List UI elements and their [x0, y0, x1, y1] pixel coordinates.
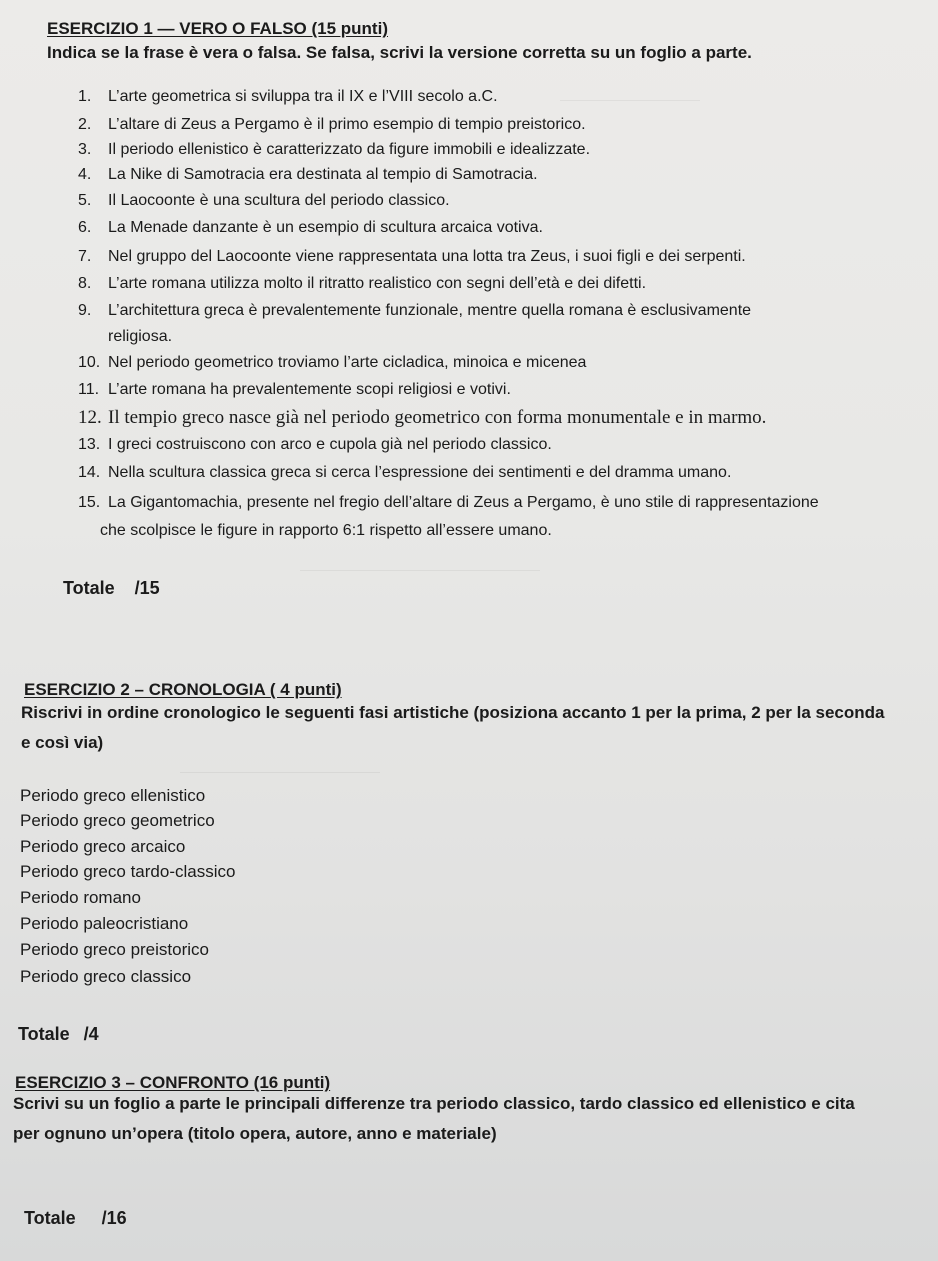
question-number: 3. — [78, 141, 92, 158]
question-item — [78, 116, 586, 134]
question-item — [78, 88, 498, 106]
total-score: /15 — [134, 578, 160, 598]
exercise-1-total — [63, 578, 160, 599]
exercise-1-title: ESERCIZIO 1 — VERO O FALSO (15 punti) — [47, 19, 388, 38]
question-text: L’arte romana utilizza molto il ritratto realistico con segni dell’età e dei difetti. — [108, 275, 647, 292]
question-text: I greci costruiscono con arco e cupola già nel periodo classico. — [108, 436, 552, 453]
period-item: Periodo greco ellenistico — [20, 786, 206, 805]
total-label: Totale — [18, 1024, 70, 1044]
question-number: 15. — [78, 494, 101, 511]
period-item: Periodo greco classico — [20, 967, 192, 986]
question-item — [78, 381, 511, 399]
question-text: Nel periodo geometrico troviamo l’arte cicladica, minoica e micenea — [108, 354, 587, 371]
question-number: 8. — [78, 275, 92, 292]
period-item: Periodo greco tardo-classico — [20, 862, 236, 881]
question-item — [78, 166, 538, 184]
exercise-3-title: ESERCIZIO 3 – CONFRONTO (16 punti) — [15, 1073, 331, 1092]
question-number: 7. — [78, 248, 92, 265]
question-text: La Nike di Samotracia era destinata al tempio di Samotracia. — [108, 166, 538, 183]
question-item — [78, 436, 552, 454]
period-item: Periodo paleocristiano — [20, 914, 189, 933]
total-score: /16 — [101, 1208, 127, 1228]
question-number: 5. — [78, 192, 92, 209]
question-item — [78, 354, 586, 372]
exercise-3-total — [24, 1208, 127, 1229]
question-text: L’altare di Zeus a Pergamo è il primo esempio di tempio preistorico. — [108, 116, 586, 133]
question-text: L’architettura greca è prevalentemente funzionale, mentre quella romana è esclusivamente — [108, 302, 752, 319]
question-text: La Menade danzante è un esempio di scultura arcaica votiva. — [108, 219, 543, 236]
exercise-2-instruction: Riscrivi in ordine cronologico le seguenti fasi artistiche (posiziona accanto 1 per la prima, 2 per la seconda — [21, 703, 885, 722]
question-item — [78, 141, 590, 159]
question-text: Il periodo ellenistico è caratterizzato da figure immobili e idealizzate. — [108, 141, 591, 158]
exercise-3-instruction-cont: per ognuno un’opera (titolo opera, autore, anno e materiale) — [13, 1124, 497, 1143]
question-number: 1. — [78, 88, 92, 105]
total-label: Totale — [24, 1208, 76, 1228]
question-item — [78, 248, 746, 266]
question-number: 13. — [78, 436, 101, 453]
total-score: /4 — [83, 1024, 99, 1044]
question-number: 14. — [78, 464, 101, 481]
period-item: Periodo romano — [20, 888, 141, 907]
question-text: Nel gruppo del Laocoonte viene rappresentata una lotta tra Zeus, i suoi figli e dei serpenti. — [108, 248, 746, 265]
period-item: Periodo greco preistorico — [20, 940, 209, 959]
question-number: 6. — [78, 219, 92, 236]
show-through-line — [560, 100, 700, 101]
question-number: 10. — [78, 354, 101, 371]
exercise-2-total — [18, 1024, 99, 1045]
question-number: 11. — [78, 381, 100, 398]
question-item — [78, 407, 766, 429]
question-continuation: religiosa. — [108, 328, 173, 345]
exercise-2-instruction-cont: e così via) — [21, 733, 104, 752]
question-text: Il tempio greco nasce già nel periodo geometrico con forma monumentale e in marmo. — [108, 407, 767, 428]
exercise-1-instruction: Indica se la frase è vera o falsa. Se falsa, scrivi la versione corretta su un foglio a parte. — [47, 43, 752, 62]
question-item — [78, 192, 450, 210]
question-item — [78, 219, 543, 237]
question-number: 9. — [78, 302, 92, 319]
question-text: L’arte romana ha prevalentemente scopi religiosi e votivi. — [108, 381, 511, 398]
question-item — [78, 464, 731, 482]
question-item — [78, 494, 819, 512]
question-text: Il Laocoonte è una scultura del periodo classico. — [108, 192, 450, 209]
exercise-2-title: ESERCIZIO 2 – CRONOLOGIA ( 4 punti) — [24, 680, 342, 699]
question-number: 4. — [78, 166, 92, 183]
question-number: 2. — [78, 116, 92, 133]
show-through-line — [300, 570, 540, 571]
question-number: 12. — [78, 407, 102, 428]
exercise-3-instruction: Scrivi su un foglio a parte le principali differenze tra periodo classico, tardo classico ed ellenistico e cita — [13, 1094, 855, 1113]
question-text: Nella scultura classica greca si cerca l’espressione dei sentimenti e del dramma umano. — [108, 464, 732, 481]
total-label: Totale — [63, 578, 115, 598]
question-text: L’arte geometrica si sviluppa tra il IX e l’VIII secolo a.C. — [108, 88, 498, 105]
period-item: Periodo greco arcaico — [20, 837, 186, 856]
question-text: La Gigantomachia, presente nel fregio dell’altare di Zeus a Pergamo, è uno stile di rappresentazione — [108, 494, 819, 511]
show-through-line — [180, 772, 380, 773]
question-item — [78, 302, 751, 320]
question-item — [78, 275, 646, 293]
question-continuation: che scolpisce le figure in rapporto 6:1 rispetto all’essere umano. — [100, 522, 552, 539]
period-item: Periodo greco geometrico — [20, 811, 215, 830]
